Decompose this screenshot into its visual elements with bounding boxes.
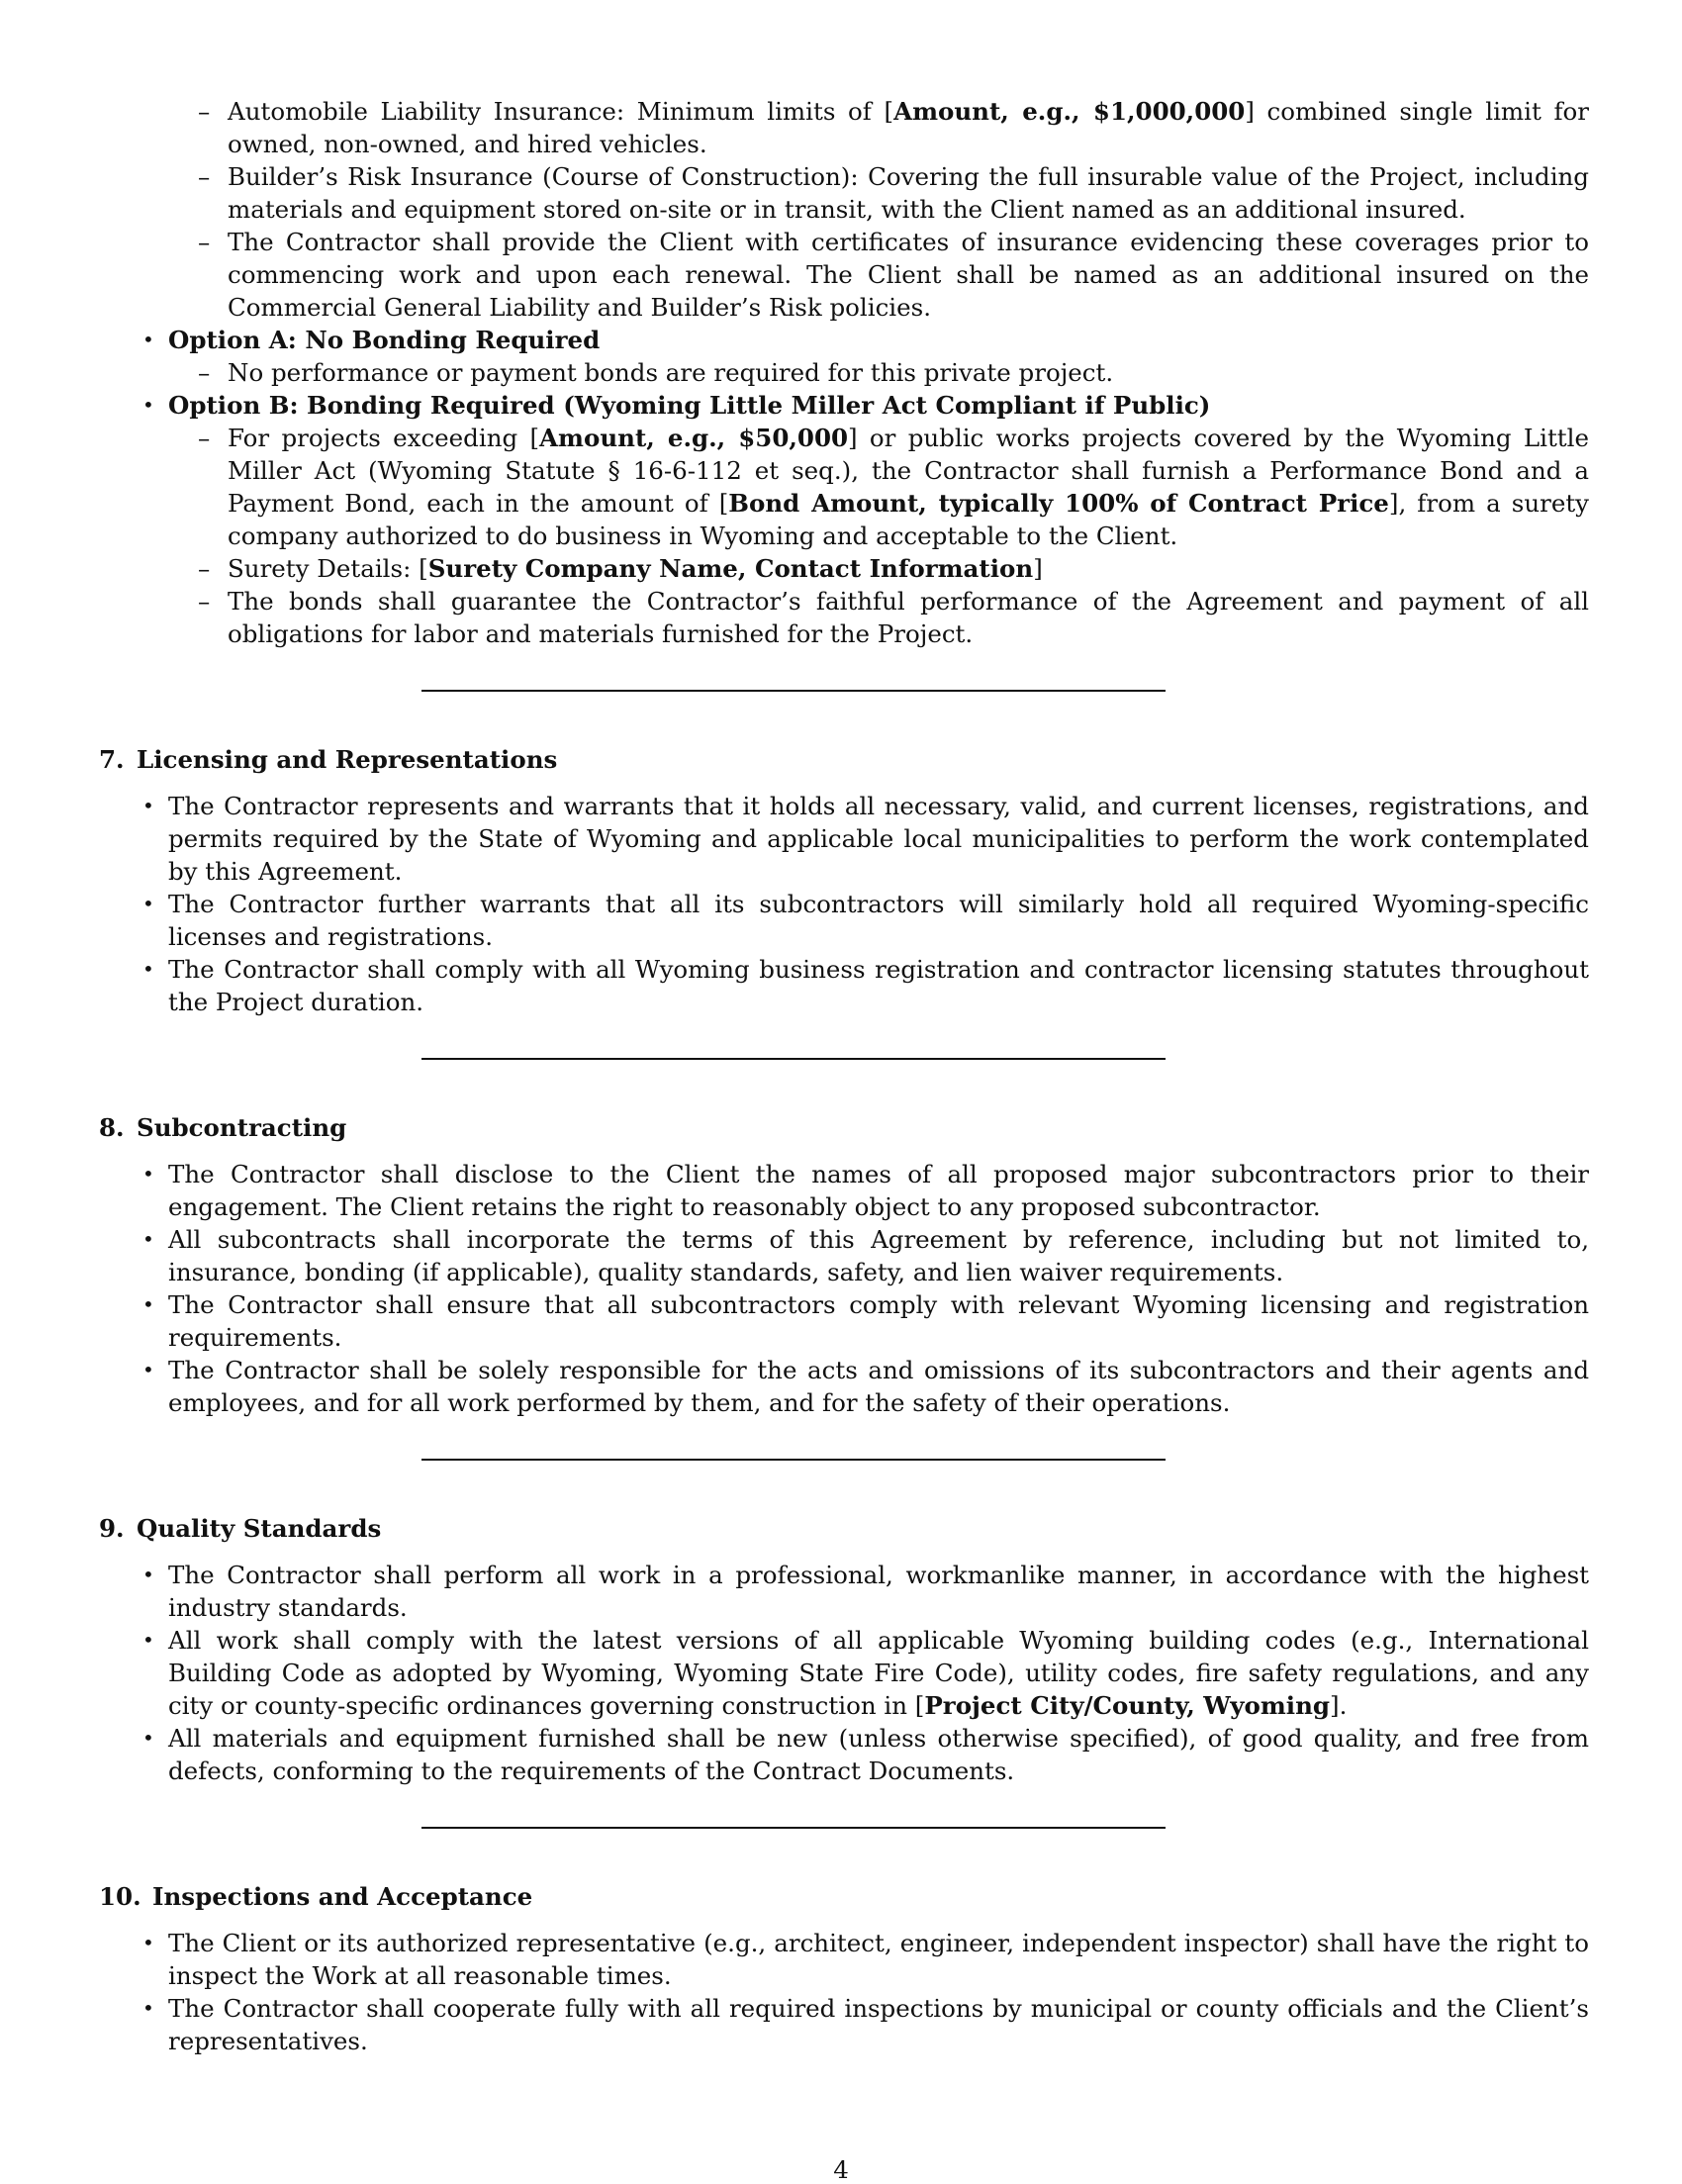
option-b: • Option B: Bonding Required (Wyoming Little Miller Act Compliant if Public) – For projects exceeding [Amount, e.g., $50,000] or public works projects covered by the Wyoming Little Miller Act (Wyoming Statute § 16-6-112 et seq.), the Contractor shall furnish a Performance Bond and a Payment Bond, each in the amount of [Bond Amount, typically 100% of Contract Price], from a surety company authorized to do business in Wyoming and acceptable to the Client. – Surety Details: [Surety Company Name, Contact Information] – The bonds shall guarantee the Contractor’s faithful performance of the Agreement and payment of all obligations for labor and materials furnished for the Project. <box>168 389 1589 650</box>
option-a-list <box>228 356 1589 389</box>
list-item: – Builder’s Risk Insurance (Course of Construction): Covering the full insurable value of the Project, including materials and equipment stored on-site or in transit, with the Client named as an additional insured. <box>228 160 1589 226</box>
section-8-list <box>168 1158 1589 1419</box>
section-divider <box>421 1058 1166 1060</box>
list-item: – Surety Details: [Surety Company Name, Contact Information] <box>228 552 1589 585</box>
section-10-list <box>168 1927 1589 2057</box>
bonding-options <box>168 324 1589 650</box>
option-a: • Option A: No Bonding Required – No performance or payment bonds are required for this private project. <box>168 324 1589 389</box>
option-b-list <box>228 422 1589 650</box>
section-9-list <box>168 1559 1589 1787</box>
list-item: • The Contractor shall disclose to the Client the names of all proposed major subcontractors prior to their engagement. The Client retains the right to reasonably object to any proposed subcontractor. <box>168 1158 1589 1223</box>
list-item: • The Contractor shall perform all work in a professional, workmanlike manner, in accordance with the highest industry standards. <box>168 1559 1589 1624</box>
list-item: • The Contractor shall cooperate fully with all required inspections by municipal or county officials and the Client’s representatives. <box>168 1992 1589 2057</box>
list-item: • The Contractor shall ensure that all subcontractors comply with relevant Wyoming licensing and registration requirements. <box>168 1288 1589 1354</box>
list-item: • All materials and equipment furnished shall be new (unless otherwise specified), of good quality, and free from defects, conforming to the requirements of the Contract Documents. <box>168 1722 1589 1787</box>
list-item: – The Contractor shall provide the Client with certificates of insurance evidencing these coverages prior to commencing work and upon each renewal. The Client shall be named as an additional insured on the Commercial General Liability and Builder’s Risk policies. <box>228 226 1589 324</box>
section-divider <box>421 690 1166 692</box>
insurance-list <box>228 95 1589 324</box>
list-item: • The Contractor represents and warrants that it holds all necessary, valid, and current licenses, registrations, and permits required by the State of Wyoming and applicable local municipalities to perform the work contemplated by this Agreement. <box>168 790 1589 888</box>
list-item: • All subcontracts shall incorporate the terms of this Agreement by reference, including but not limited to, insurance, bonding (if applicable), quality standards, safety, and lien waiver requirements. <box>168 1223 1589 1288</box>
list-item: • The Contractor further warrants that all its subcontractors will similarly hold all required Wyoming-specific licenses and registrations. <box>168 888 1589 953</box>
list-item: • The Contractor shall be solely responsible for the acts and omissions of its subcontractors and their agents and employees, and for all work performed by them, and for the safety of their operations. <box>168 1354 1589 1419</box>
list-item: – The bonds shall guarantee the Contractor’s faithful performance of the Agreement and payment of all obligations for labor and materials furnished for the Project. <box>228 585 1589 650</box>
list-item: – Automobile Liability Insurance: Minimum limits of [Amount, e.g., $1,000,000] combined single limit for owned, non-owned, and hired vehicles. <box>228 95 1589 160</box>
page-number: 4 <box>833 2155 849 2184</box>
section-divider <box>421 1827 1166 1829</box>
list-item: • The Contractor shall comply with all Wyoming business registration and contractor licensing statutes throughout the Project duration. <box>168 953 1589 1018</box>
list-item: • The Client or its authorized representative (e.g., architect, engineer, independent inspector) shall have the right to inspect the Work at all reasonable times. <box>168 1927 1589 1992</box>
list-item: – No performance or payment bonds are required for this private project. <box>228 356 1589 389</box>
list-item: • All work shall comply with the latest versions of all applicable Wyoming building codes (e.g., International Building Code as adopted by Wyoming, Wyoming State Fire Code), utility codes, fire safety regulations, and any city or county-specific ordinances governing construction in [Project City/County, Wyoming]. <box>168 1624 1589 1722</box>
section-heading: 8. Subcontracting <box>99 1113 347 1142</box>
section-divider <box>421 1459 1166 1461</box>
page-content <box>99 95 1589 2057</box>
section-heading: 9. Quality Standards <box>99 1514 382 1543</box>
section-heading: 10. Inspections and Acceptance <box>99 1882 533 1911</box>
section-7-list <box>168 790 1589 1018</box>
list-item: – For projects exceeding [Amount, e.g., $50,000] or public works projects covered by the Wyoming Little Miller Act (Wyoming Statute § 16-6-112 et seq.), the Contractor shall furnish a Performance Bond and a Payment Bond, each in the amount of [Bond Amount, typically 100% of Contract Price], from a surety company authorized to do business in Wyoming and acceptable to the Client. <box>228 422 1589 552</box>
section-heading: 7. Licensing and Representations <box>99 745 558 774</box>
